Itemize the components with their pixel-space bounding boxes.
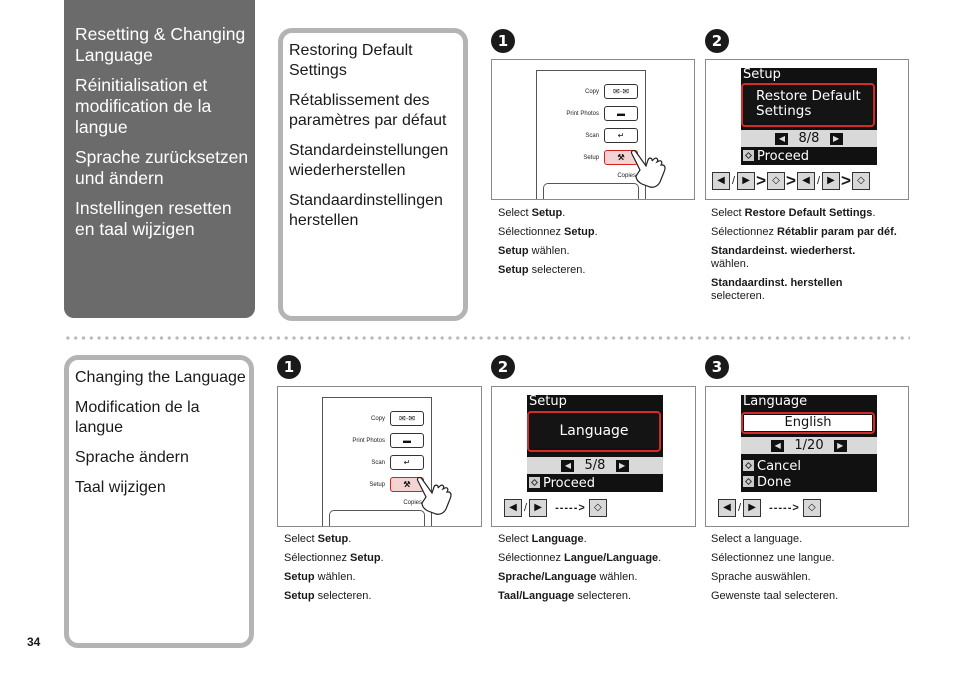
lcd-proceed-option: Proceed	[743, 149, 809, 164]
lcd-screen	[527, 395, 663, 492]
lcd-title: Language	[743, 394, 808, 409]
setup-button[interactable]: ⚒	[390, 477, 424, 492]
selection-highlight	[741, 83, 875, 127]
lcd-page-indicator	[741, 130, 877, 147]
scan-button[interactable]: ↵	[604, 128, 638, 143]
right-arrow-key-icon: ▶	[737, 172, 755, 190]
restore-defaults-title-frame	[278, 28, 468, 321]
left-arrow-key-icon: ◀	[797, 172, 815, 190]
key-sequence: ◀ / ▶ > ◇ > ◀ / ▶ > ◇	[712, 172, 870, 190]
section2-title-de: Sprache ändern	[75, 449, 189, 466]
pointing-hand-icon	[626, 148, 670, 190]
lcd-screen	[741, 68, 877, 165]
section2-title-en: Changing the Language	[75, 369, 246, 386]
header-title-en: Resetting & Changing Language	[75, 24, 246, 65]
setup-label: Setup	[583, 154, 599, 161]
section2-title-nl: Taal wijzigen	[75, 479, 166, 496]
step-number-badge: 2	[491, 355, 515, 379]
lcd-title: Setup	[743, 67, 781, 82]
left-arrow-key-icon: ◀	[712, 172, 730, 190]
step2-instructions: Select Restore Default Settings. Sélectionnez Rétablir param par déf. Standardeinst. wiederherst. wählen. Standaardinst. herstellen selecteren.	[711, 207, 897, 302]
copies-label: Copies	[403, 500, 422, 506]
lcd-left-arrow-icon: ◀	[771, 440, 784, 452]
print-photos-label: Print Photos	[352, 437, 385, 444]
section-header-block	[64, 0, 255, 318]
copies-display	[543, 183, 639, 200]
left-arrow-key-icon: ◀	[504, 499, 522, 517]
scan-button[interactable]: ↵	[390, 455, 424, 470]
lcd-title: Setup	[529, 394, 567, 409]
scan-label: Scan	[585, 132, 599, 139]
copies-label: Copies	[617, 173, 636, 179]
selection-highlight	[527, 411, 661, 452]
pointing-hand-icon	[412, 475, 456, 517]
lcd-menu-item: English	[744, 415, 872, 431]
right-arrow-key-icon: ▶	[822, 172, 840, 190]
lcd-page-indicator	[741, 437, 877, 454]
lcd-right-arrow-icon: ▶	[834, 440, 847, 452]
scan-label: Scan	[371, 459, 385, 466]
lcd-done-option: Done	[743, 475, 791, 490]
lcd-right-arrow-icon: ▶	[830, 133, 843, 145]
header-title-de: Sprache zurücksetzen und ändern	[75, 147, 249, 188]
header-title-nl: Instellingen resetten en taal wijzigen	[75, 198, 232, 239]
setup-label: Setup	[369, 481, 385, 488]
step-number-badge: 2	[705, 29, 729, 53]
lcd-illustration	[705, 386, 909, 527]
start-diamond-icon: ◇	[589, 499, 607, 517]
lcd-screen	[741, 395, 877, 492]
print-photos-label: Print Photos	[566, 110, 599, 117]
lcd-page-number: 8/8	[798, 131, 820, 146]
header-title-fr: Réinitialisation et modification de la langue	[75, 75, 212, 137]
key-sequence: ◀ / ▶ -----> ◇	[718, 499, 821, 517]
copy-label: Copy	[370, 415, 385, 422]
start-icon	[529, 477, 540, 488]
step-number-badge: 1	[277, 355, 301, 379]
control-panel-illustration	[491, 59, 695, 200]
setup-button[interactable]: ⚒	[604, 150, 638, 165]
lcd-page-number: 1/20	[794, 438, 824, 453]
step1-instructions: Select Setup. Sélectionnez Setup. Setup wählen. Setup selecteren.	[284, 533, 384, 602]
copy-button[interactable]: ✉·✉	[390, 411, 424, 426]
right-arrow-key-icon: ▶	[743, 499, 761, 517]
lcd-menu-item: Restore Default Settings	[744, 87, 872, 123]
lcd-page-indicator	[527, 457, 663, 474]
step-number-badge: 3	[705, 355, 729, 379]
page-number: 34	[27, 635, 41, 649]
lcd-menu-item: Language	[530, 415, 658, 448]
section1-title-fr: Rétablissement des paramètres par défaut	[289, 92, 447, 129]
control-panel-illustration	[277, 386, 482, 527]
step3-instructions: Select a language. Sélectionnez une langue. Sprache auswählen. Gewenste taal selecteren.	[711, 533, 839, 602]
lcd-right-arrow-icon: ▶	[616, 460, 629, 472]
change-language-title-frame	[64, 355, 254, 648]
step-number-badge: 1	[491, 29, 515, 53]
lcd-left-arrow-icon: ◀	[775, 133, 788, 145]
lcd-cancel-option: Cancel	[743, 459, 801, 474]
copy-button[interactable]: ✉·✉	[604, 84, 638, 99]
section2-title-fr: Modification de la langue	[75, 399, 200, 436]
lcd-proceed-option: Proceed	[529, 476, 595, 491]
selection-highlight	[741, 412, 875, 434]
step1-instructions: Select Setup. Sélectionnez Setup. Setup wählen. Setup selecteren.	[498, 207, 598, 276]
step2-instructions: Select Language. Sélectionnez Langue/Language. Sprache/Language wählen. Taal/Language selecteren.	[498, 533, 662, 602]
lcd-left-arrow-icon: ◀	[561, 460, 574, 472]
section1-title-en: Restoring Default Settings	[289, 42, 413, 79]
start-diamond-icon: ◇	[803, 499, 821, 517]
right-arrow-key-icon: ▶	[529, 499, 547, 517]
lcd-illustration	[491, 386, 696, 527]
key-sequence: ◀ / ▶ -----> ◇	[504, 499, 607, 517]
print-photos-button[interactable]: ▬	[390, 433, 424, 448]
dotted-divider	[64, 336, 910, 340]
print-photos-button[interactable]: ▬	[604, 106, 638, 121]
left-arrow-key-icon: ◀	[718, 499, 736, 517]
start-icon	[743, 150, 754, 161]
stop-icon	[743, 460, 754, 471]
start-diamond-icon: ◇	[767, 172, 785, 190]
lcd-page-number: 5/8	[584, 458, 606, 473]
section1-title-nl: Standaardinstellingen herstellen	[289, 192, 443, 229]
start-icon	[743, 476, 754, 487]
start-diamond-icon: ◇	[852, 172, 870, 190]
copies-display	[329, 510, 425, 527]
section1-title-de: Standardeinstellungen wiederherstellen	[289, 142, 449, 179]
lcd-illustration	[705, 59, 909, 200]
copy-label: Copy	[584, 88, 599, 95]
